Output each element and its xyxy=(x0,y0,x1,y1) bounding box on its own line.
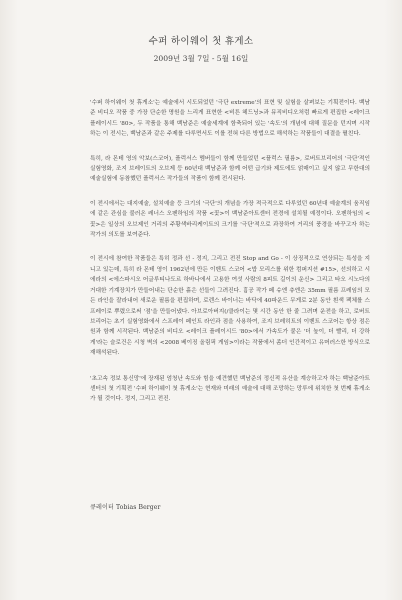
document-body xyxy=(90,98,370,419)
document-title: 수퍼 하이웨이 첫 휴게소 xyxy=(148,36,254,47)
paragraph-intro: '수퍼 하이웨이 첫 휴게소'는 예술에서 시도되었던 '극단 extreme'의 표현 및 실험을 살펴보는 기획전이다. 백남준 비디오 작품 중 가장 단순한 명원을 느리게 표현한 <비튼 헤드닝>과 뮤직비디오처럼 빠르게 편집한 <레이크 플레이시드 '80>, 두 작품을 통해 백남준은 예술세계에 함축되어 있는 '속도'의 개념에 대해 질문을 던지며 시작하는 이 전시는, 백남준과 같은 주제를 다루면서도 이를 전혀 다른 방법으로 해석하는 작품들이 대결을 펼친다. xyxy=(90,100,370,138)
paragraph-fluxus: 특히, 라 몬테 영의 악보(스코어), 플럭서스 멤버들이 함께 만들었던 <플럭스 필름>, 로버트브리어의 '극단'적인 실험영화, 조지 브레이트의 오브제 등 60년대 백남준과 함께 어떤 급기와 제도에도 얽매이고 싶지 않고 무한대의 예술실험에 동참했던 플럭서스 작가들의 작품이 함께 전시된다. xyxy=(90,155,370,183)
exhibition-dates: 2009년 3월 7일 - 5월 16일 xyxy=(153,54,249,63)
paragraph-scale: 이 전시에서는 대지예술, 설치예술 등 크기의 '극단'의 개념을 가장 적극적으로 다루었던 60년대 예술계의 움직임에 같은 관심을 불러온 레너스 오펜하임의 작품 <꽃>이 백남준아트센터 전경에 설치될 예정이다. 오펜하임의 <꽃>은 일상의 오브제인 거리의 주황색바리케이트의 크기를 '극단'적으로 과장하여 거리의 풍경을 바꾸고자 하는 작가의 의도를 보여준다. xyxy=(90,200,370,239)
paragraph-stop-and-go: 이 전시에 참여한 작품들은 특히 정과 선 - 정지, 그리고 전진 Stop and Go - 이 상징적으로 연상되는 특성을 지니고 있는데, 특히 라 몬테 영이 1962년에 만든 이벤트 스코어 <밥 모리스를 위한 컴퍼지션 #15>, 선의하고 시에라의 <에스파시오 어글루티나도르 하바나에서 고용한 여섯 사람의 8피트 길이의 운신> 그리고 타오 시노다의 거대한 기계장치가 만들어내는 단순한 흙은 선들이 그려진다. 흉공 작가 페 슈엔 츄엔은 35mm 필름 프레임의 모든 라인을 잘라내어 새로운 필름을 편집하며, 로렌스 바이너는 바닥에 40파운드 무게로 2분 동안 흰색 팩체를 스프레이로 뿌렸으로써 '점'을 만들어냈다. 아브로아버지(/클라이는 몇 시간 동안 한 줄 그려며 운전을 하고, 로버트 브리어는 초기 실험영화에서 스프레이 페인트 라인과 점을 사용하여, 조지 브레히트의 이벤트 스코어는 항상 점은 원과 함께 시작된다. 백남준의 비디오 <레이크 플레이시드 '80>에서 가속도가 붙은 '더 높이, 더 빨리, 더 강하게'라는 슬로건은 시청 벽의 <2008 베이징 올림픽 게임>이라는 작품에서 좀더 인간적이고 유머러스한 방식으로 재해석된다. xyxy=(90,256,370,357)
document-header xyxy=(0,33,402,64)
paragraph-conclusion: '초고속 정보 통신망'에 장재된 엄청난 속도와 힘을 예견했던 백남준의 정신적 유산을 계승하고자 하는 백남준아트센터의 첫 기획전 '수퍼 하이웨이 첫 휴게소'는 현재와 미래의 예술에 대해 조망하는 망루에 위치한 첫 번째 휴게소가 될 것이다. 정지, 그리고 전진. xyxy=(90,375,370,403)
curator-signature: 큐레이터 Tobias Berger xyxy=(90,504,161,511)
